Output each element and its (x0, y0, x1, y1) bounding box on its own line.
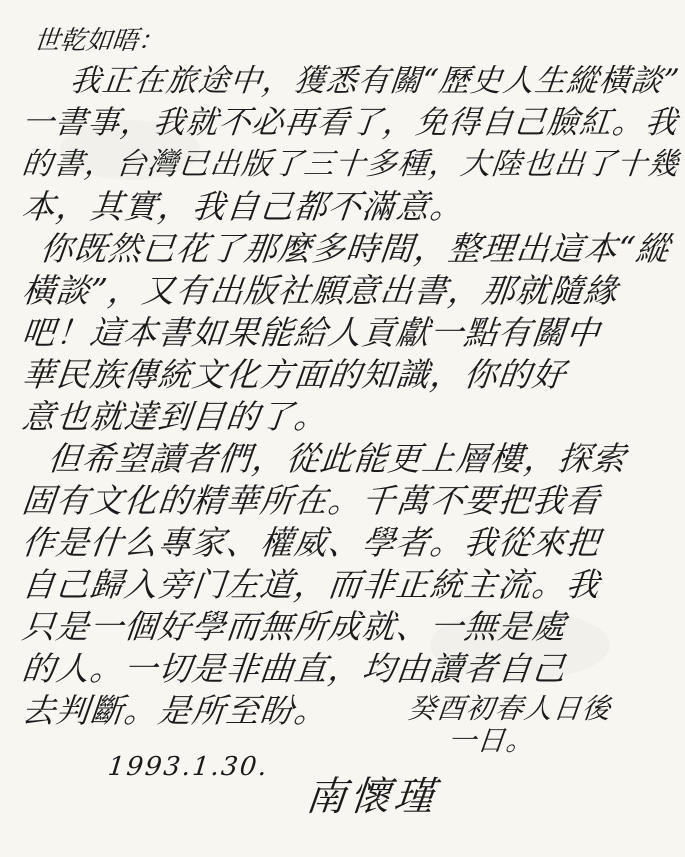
letter-line: 本，其實，我自己都不滿意。 (20, 187, 467, 226)
letter-line: 只是一個好學而無所成就、一無是處 (20, 607, 569, 646)
letter-line: 你既然已花了那麼多時間，整理出這本“縱 (38, 229, 672, 268)
letter-line: 華民族傳統文化方面的知識，你的好 (20, 355, 569, 394)
letter-line: 自己歸入旁门左道，而非正統主流。我 (20, 565, 603, 604)
letter-line: 固有文化的精華所在。千萬不要把我看 (20, 481, 603, 520)
letter-line: 的書，台灣已出版了三十多種，大陸也出了十幾 (20, 147, 682, 182)
letter-date: 1993.1.30. (106, 752, 271, 782)
letter-line: 的人。一切是非曲直，均由讀者自己 (20, 649, 569, 688)
closing-note: 癸酉初春人日後 (406, 692, 613, 725)
letter-line: 吧！這本書如果能給人貢獻一點有關中 (20, 313, 603, 352)
letter-line: 一書事，我就不必再看了，免得自己臉紅。我 (20, 104, 680, 141)
letter-line: 但希望讀者們，從此能更上層樓，探索 (46, 439, 629, 478)
letter-line: 去判斷。是所至盼。 (20, 691, 331, 730)
closing-note: 一日。 (446, 724, 537, 757)
letter-line: 意也就達到目的了。 (20, 397, 331, 436)
letter-line: 橫談”，又有出版社願意出書，那就隨緣 (20, 271, 620, 310)
letter-greeting: 世乾如晤： (32, 26, 166, 56)
letter-line: 作是什么專家、權威、學者。我從來把 (20, 523, 603, 562)
letter-line: 我正在旅途中，獲悉有關“歷史人生縱橫談” (68, 63, 682, 99)
signature: 南懷瑾 (303, 774, 441, 820)
